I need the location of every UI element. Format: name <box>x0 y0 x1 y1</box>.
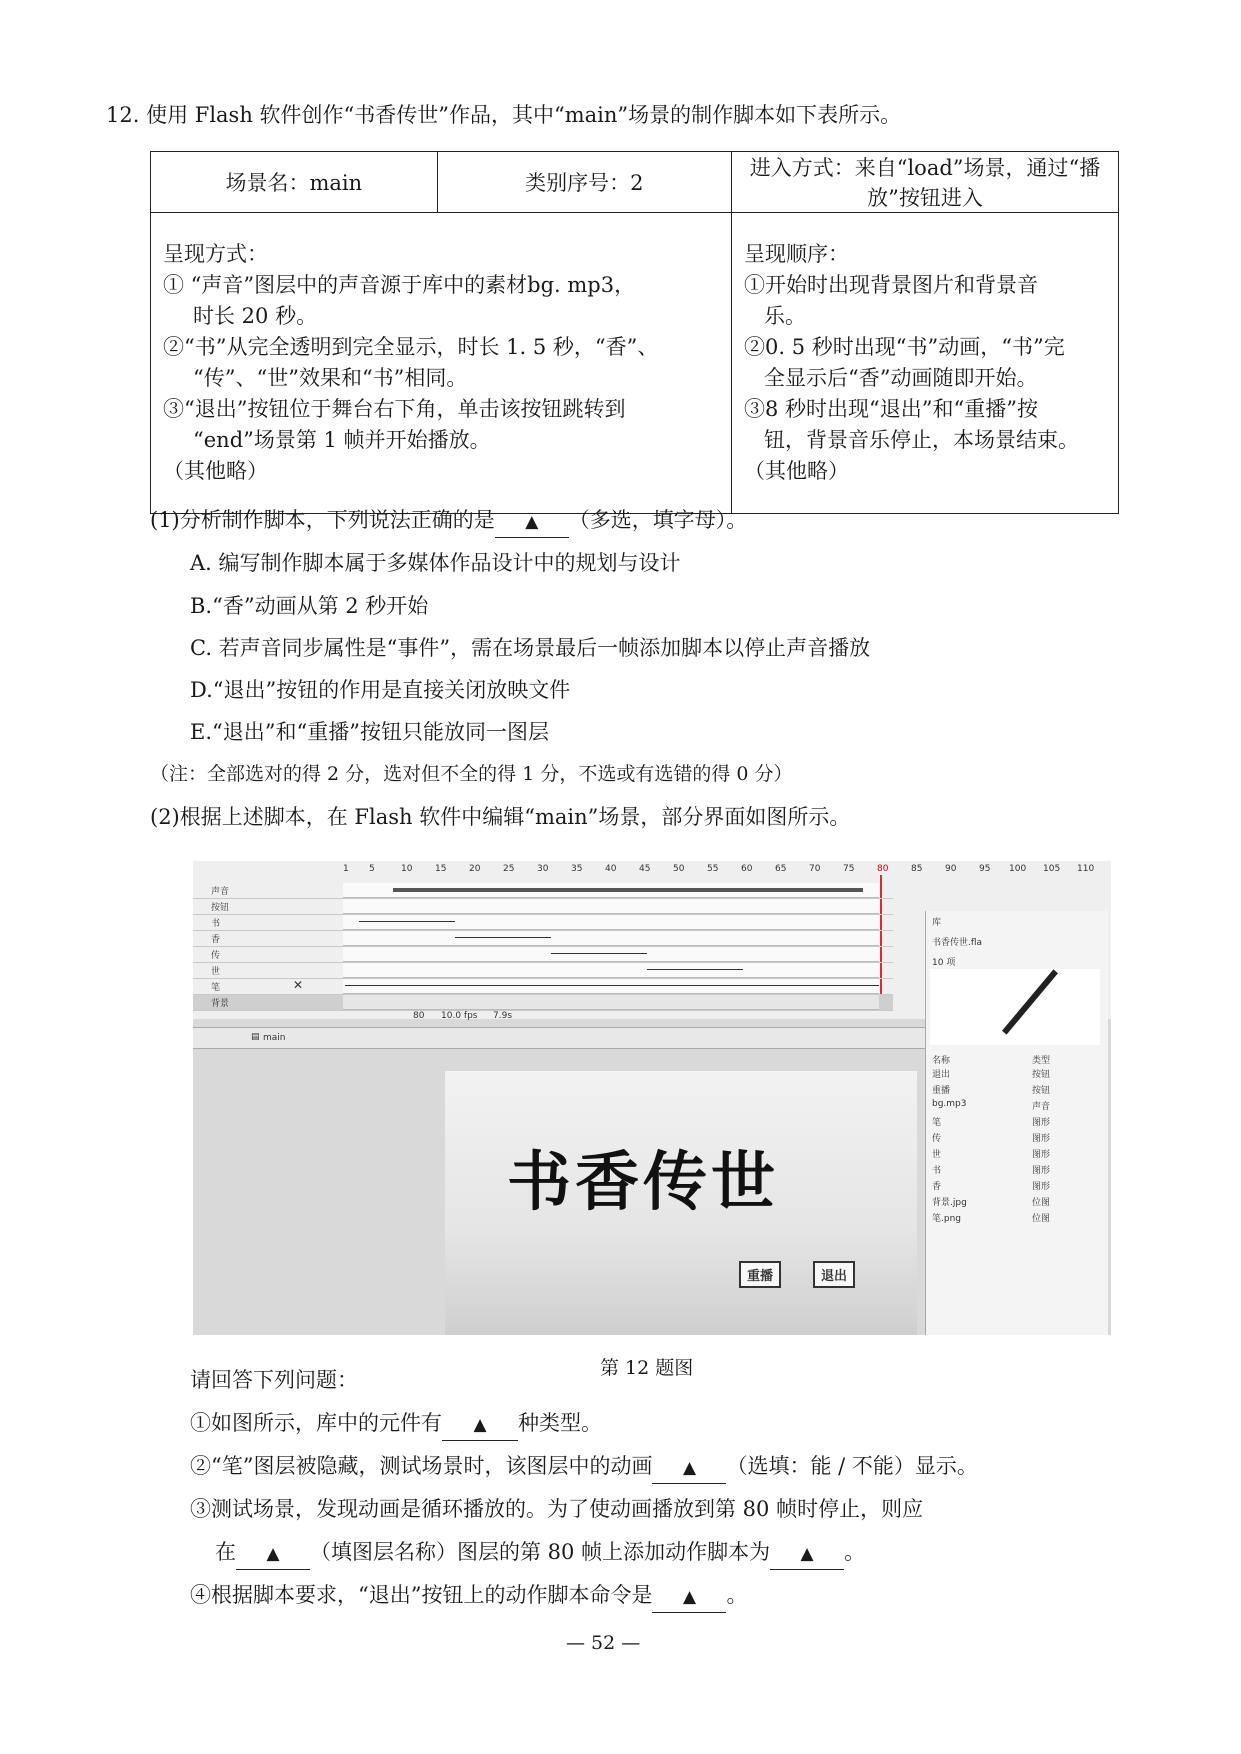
order-line: 乐。 <box>764 304 806 328</box>
layer-row[interactable] <box>193 931 893 947</box>
ruler-tick: 95 <box>979 864 991 874</box>
entry-cell: 进入方式：来自“load”场景，通过“播放”按钮进入 <box>732 152 1119 213</box>
library-tab[interactable]: 库 <box>932 918 942 928</box>
scoring-note: （注：全部选对的得 2 分，选对但不全的得 1 分，不选或有选错的得 0 分） <box>150 763 793 785</box>
library-item-type: 声音 <box>1032 1102 1051 1112</box>
brush-icon <box>1002 969 1058 1034</box>
library-list <box>926 1067 1096 1247</box>
present-line: 时长 20 秒。 <box>193 304 318 328</box>
page-number: — 52 — <box>566 1632 641 1654</box>
blank-marker: ▲ <box>800 1544 814 1564</box>
order-line: ③8 秒时出现“退出”和“重播”按 <box>744 397 1038 421</box>
ruler-tick: 50 <box>673 864 685 874</box>
replay-button[interactable]: 重播 <box>739 1261 781 1288</box>
library-file-select[interactable]: 书香传世.fla <box>932 938 983 948</box>
option-c: C. 若声音同步属性是“事件”，需在场景最后一帧添加脚本以停止声音播放 <box>190 636 871 660</box>
library-item[interactable]: bg.mp3 <box>932 1099 967 1109</box>
sub-question-1 <box>190 1408 602 1441</box>
q1-text: (1)分析制作脚本，下列说法正确的是 <box>150 508 495 532</box>
flash-screenshot <box>193 861 1111 1335</box>
order-line: （其他略） <box>744 459 849 483</box>
ruler-tick: 75 <box>843 864 855 874</box>
exit-button[interactable]: 退出 <box>813 1261 855 1288</box>
present-line: ②“书”从完全透明到完全显示，时长 1. 5 秒，“香”、 <box>163 335 659 359</box>
tween-line <box>551 953 647 954</box>
order-cell <box>732 213 1118 513</box>
ruler-tick: 40 <box>605 864 617 874</box>
library-item[interactable]: 背景.jpg <box>932 1198 967 1208</box>
present-line: ① “声音”图层中的声音源于库中的素材bg. mp3， <box>163 273 636 297</box>
blank-marker: ▲ <box>525 512 539 532</box>
layer-row[interactable] <box>193 899 893 915</box>
ruler-tick: 20 <box>469 864 481 874</box>
sub2-text: ②“笔”图层被隐藏，测试场景时，该图层中的动画 <box>190 1454 653 1478</box>
library-item-type: 图形 <box>1032 1118 1051 1128</box>
present-line: （其他略） <box>163 459 268 483</box>
sub3-prefix: 在 <box>215 1540 236 1564</box>
present-line: “end”场景第 1 帧并开始播放。 <box>193 428 491 452</box>
present-line: ③“退出”按钮位于舞台右下角，单击该按钮跳转到 <box>163 397 626 421</box>
layer-name: 世 <box>211 967 221 977</box>
question-intro: 12. 使用 Flash 软件创作“书香传世”作品，其中“main”场景的制作脚本如下表所示。 <box>106 103 902 127</box>
sub2-suffix: （选填：能 / 不能）显示。 <box>726 1454 978 1478</box>
tween-line <box>647 969 743 970</box>
scene-icon: ▤ <box>251 1032 260 1042</box>
scene-bar <box>193 1027 925 1049</box>
layer-row[interactable] <box>193 915 893 931</box>
blank-marker: ▲ <box>473 1415 487 1435</box>
library-item-type: 按钮 <box>1032 1086 1051 1096</box>
timeline-status <box>343 1011 883 1023</box>
library-item-type: 图形 <box>1032 1182 1051 1192</box>
order-line: 全显示后“香”动画随即开始。 <box>764 366 1038 390</box>
question-2: (2)根据上述脚本，在 Flash 软件中编辑“main”场景，部分界面如图所示。 <box>150 805 851 829</box>
sub-question-2 <box>190 1451 978 1484</box>
stage <box>445 1071 917 1335</box>
library-item[interactable]: 世 <box>932 1150 942 1160</box>
layer-name: 声音 <box>211 887 230 897</box>
order-title: 呈现顺序： <box>744 242 849 266</box>
elapsed-time: 7.9s <box>493 1011 513 1021</box>
sub1-suffix: 种类型。 <box>518 1411 602 1435</box>
library-preview <box>930 969 1100 1045</box>
sub-question-4 <box>190 1580 747 1613</box>
layer-name: 书 <box>211 919 221 929</box>
answer-blank[interactable] <box>495 507 569 538</box>
frame-rate: 10.0 fps <box>441 1011 478 1021</box>
sub1-text: ①如图所示，库中的元件有 <box>190 1411 442 1435</box>
answer-blank[interactable] <box>236 1539 310 1570</box>
blank-marker: ▲ <box>682 1587 697 1607</box>
ruler-tick: 70 <box>809 864 821 874</box>
column-type[interactable]: 类型 <box>1032 1056 1051 1066</box>
ruler-tick: 100 <box>1009 864 1027 874</box>
library-panel <box>925 911 1108 1335</box>
library-item[interactable]: 笔 <box>932 1118 942 1128</box>
layer-row[interactable] <box>193 883 893 899</box>
tween-line <box>345 985 879 986</box>
blank-marker: ▲ <box>266 1544 280 1564</box>
sub-question-3a: ③测试场景，发现动画是循环播放的。为了使动画播放到第 80 帧时停止，则应 <box>190 1497 924 1521</box>
tween-line <box>455 937 551 938</box>
present-title: 呈现方式： <box>163 242 268 266</box>
ruler-tick: 90 <box>945 864 957 874</box>
ruler-tick: 5 <box>369 864 375 874</box>
stage-title: 书香传世 <box>507 1145 779 1220</box>
present-cell <box>151 213 731 513</box>
answer-prompt: 请回答下列问题： <box>190 1368 358 1392</box>
layer-name: 香 <box>211 935 221 945</box>
ruler-tick: 1 <box>343 864 349 874</box>
option-a: A. 编写制作脚本属于多媒体作品设计中的规划与设计 <box>190 551 681 575</box>
q1-suffix: （多选，填字母）。 <box>568 508 748 532</box>
library-item[interactable]: 香 <box>932 1182 942 1192</box>
ruler-tick: 55 <box>707 864 719 874</box>
sub4-suffix: 。 <box>726 1583 748 1607</box>
sub-question-3b <box>215 1537 865 1570</box>
ruler-tick: 35 <box>571 864 583 874</box>
present-line: “传”、“世”效果和“书”相同。 <box>193 366 468 390</box>
sound-waveform <box>393 888 863 892</box>
layer-name: 传 <box>211 951 221 961</box>
library-item-type: 图形 <box>1032 1134 1051 1144</box>
figure-caption: 第 12 题图 <box>600 1357 694 1379</box>
ruler-tick: 105 <box>1043 864 1061 874</box>
option-b: B.“香”动画从第 2 秒开始 <box>190 594 429 618</box>
answer-blank[interactable] <box>652 1453 726 1484</box>
script-table <box>150 151 1119 514</box>
current-frame: 80 <box>413 1011 425 1021</box>
frame-ruler <box>343 864 1103 878</box>
layer-name: 背景 <box>211 999 230 1009</box>
ruler-tick: 60 <box>741 864 753 874</box>
sub3-text: （填图层名称）图层的第 80 帧上添加动作脚本为 <box>310 1540 771 1564</box>
tween-line <box>359 921 455 922</box>
layer-row[interactable] <box>193 979 893 995</box>
layer-row[interactable] <box>193 963 893 979</box>
category-cell: 类别序号：2 <box>437 152 731 213</box>
library-item[interactable]: 书 <box>932 1166 942 1176</box>
ruler-tick: 25 <box>503 864 515 874</box>
ruler-tick: 15 <box>435 864 447 874</box>
library-item-type: 位图 <box>1032 1198 1051 1208</box>
library-item[interactable]: 重播 <box>932 1086 951 1096</box>
answer-blank[interactable] <box>770 1539 844 1570</box>
layer-name: 笔 <box>211 983 221 993</box>
ruler-tick: 85 <box>911 864 923 874</box>
answer-blank[interactable] <box>442 1410 518 1441</box>
ruler-tick: 45 <box>639 864 651 874</box>
order-line: 钮，背景音乐停止，本场景结束。 <box>764 428 1079 452</box>
ruler-tick: 10 <box>401 864 413 874</box>
option-d: D.“退出”按钮的作用是直接关闭放映文件 <box>190 678 571 702</box>
library-item-type: 按钮 <box>1032 1070 1051 1080</box>
scene-cell: 场景名：main <box>151 152 438 213</box>
library-item-type: 图形 <box>1032 1166 1051 1176</box>
order-line: ①开始时出现背景图片和背景音 <box>744 273 1038 297</box>
library-item[interactable]: 笔.png <box>932 1214 961 1224</box>
library-count: 10 项 <box>932 958 956 968</box>
hidden-x-icon[interactable]: ✕ <box>293 978 304 992</box>
ruler-tick: 65 <box>775 864 787 874</box>
column-name[interactable]: 名称 <box>932 1056 951 1066</box>
layer-row[interactable] <box>193 995 893 1011</box>
answer-blank[interactable] <box>652 1582 726 1613</box>
option-e: E.“退出”和“重播”按钮只能放同一图层 <box>190 720 549 744</box>
scene-name[interactable]: main <box>263 1033 286 1043</box>
sub4-text: ④根据脚本要求，“退出”按钮上的动作脚本命令是 <box>190 1583 653 1607</box>
order-line: ②0. 5 秒时出现“书”动画，“书”完 <box>744 335 1065 359</box>
ruler-tick: 30 <box>537 864 549 874</box>
library-item[interactable]: 传 <box>932 1134 942 1144</box>
library-item[interactable]: 退出 <box>932 1070 951 1080</box>
ruler-tick: 110 <box>1077 864 1095 874</box>
playhead-tick[interactable]: 80 <box>877 864 889 874</box>
layer-row[interactable] <box>193 947 893 963</box>
sub3-suffix: 。 <box>844 1540 866 1564</box>
library-item-type: 位图 <box>1032 1214 1051 1224</box>
question-1 <box>150 505 747 538</box>
blank-marker: ▲ <box>682 1458 697 1478</box>
library-item-type: 图形 <box>1032 1150 1051 1160</box>
layer-name: 按钮 <box>211 903 230 913</box>
